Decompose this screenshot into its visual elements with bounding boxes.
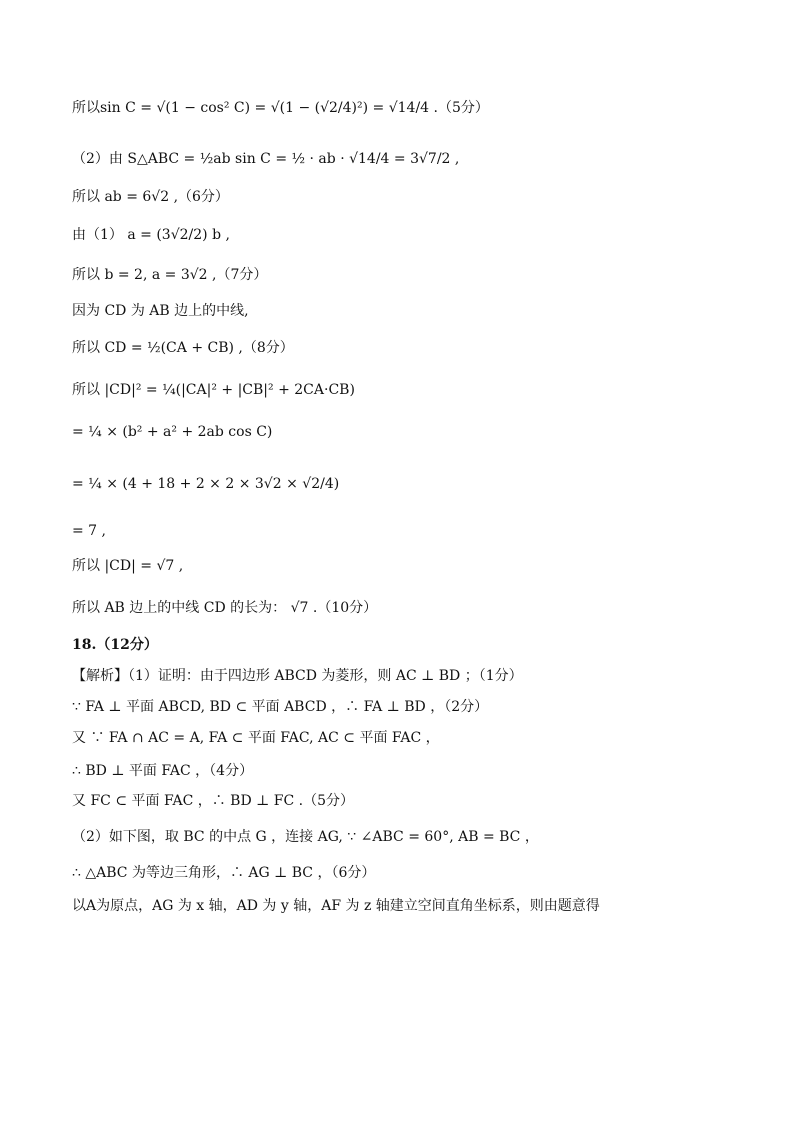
solution18-line-midpoint: （2）如下图，取 BC 的中点 G ，连接 AG, ∵ ∠ABC = 60°, AB = BC ， — [72, 829, 539, 845]
solution-line-ab: 所以 ab = 6√2 ,（6分） — [72, 189, 229, 205]
solution-line-cd-squared: 所以 |CD|² = ¼(|CA|² + |CB|² + 2CA·CB) — [72, 382, 355, 398]
solution18-line-fa-perp: ∵ FA ⊥ 平面 ABCD, BD ⊂ 平面 ABCD ，∴ FA ⊥ BD ，（2分） — [72, 699, 489, 715]
solution-line-area: （2）由 S△ABC = ½ab sin C = ½ · ab · √14/4 = 3√7/2 , — [72, 151, 460, 167]
solution18-line-bd-perp-plane: ∴ BD ⊥ 平面 FAC ，（4分） — [72, 763, 254, 779]
solution-line-a-ratio: 由（1） a = (3√2/2) b , — [72, 227, 230, 243]
solution-line-median: 因为 CD 为 AB 边上的中线, — [72, 303, 249, 319]
solution-line-b-a-values: 所以 b = 2, a = 3√2 ,（7分） — [72, 267, 268, 283]
solution-line-conclusion: 所以 AB 边上的中线 CD 的长为： √7 .（10分） — [72, 600, 378, 616]
solution-line-vector-cd: 所以 CD = ½(CA + CB) ,（8分） — [72, 340, 294, 356]
solution-line-expand: = ¼ × (b² + a² + 2ab cos C) — [72, 424, 273, 440]
solution-line-cd-length: 所以 |CD| = √7 , — [72, 558, 184, 574]
solution-line-sinC: 所以sin C = √(1 − cos² C) = √(1 − (√2/4)²) = √14/4 .（5分） — [72, 100, 489, 116]
solution18-line-equilateral: ∴ △ABC 为等边三角形，∴ AG ⊥ BC ，（6分） — [72, 865, 376, 881]
problem-18-header: 18.（12分） — [72, 637, 158, 653]
solution-line-substitute: = ¼ × (4 + 18 + 2 × 2 × 3√2 × √2/4) — [72, 476, 340, 492]
solution18-line-intersection: 又 ∵ FA ∩ AC = A, FA ⊂ 平面 FAC, AC ⊂ 平面 FAC ， — [72, 730, 440, 746]
solution18-line-coordinates: 以A为原点，AG 为 x 轴，AD 为 y 轴，AF 为 z 轴建立空间直角坐标系，则由题意得 — [72, 898, 600, 914]
solution18-line-rhombus: 【解析】（1）证明：由于四边形 ABCD 为菱形，则 AC ⊥ BD ；（1分） — [72, 668, 523, 684]
solution-line-equals-seven: = 7 , — [72, 523, 106, 539]
solution18-line-bd-perp-fc: 又 FC ⊂ 平面 FAC ，∴ BD ⊥ FC .（5分） — [72, 793, 354, 809]
